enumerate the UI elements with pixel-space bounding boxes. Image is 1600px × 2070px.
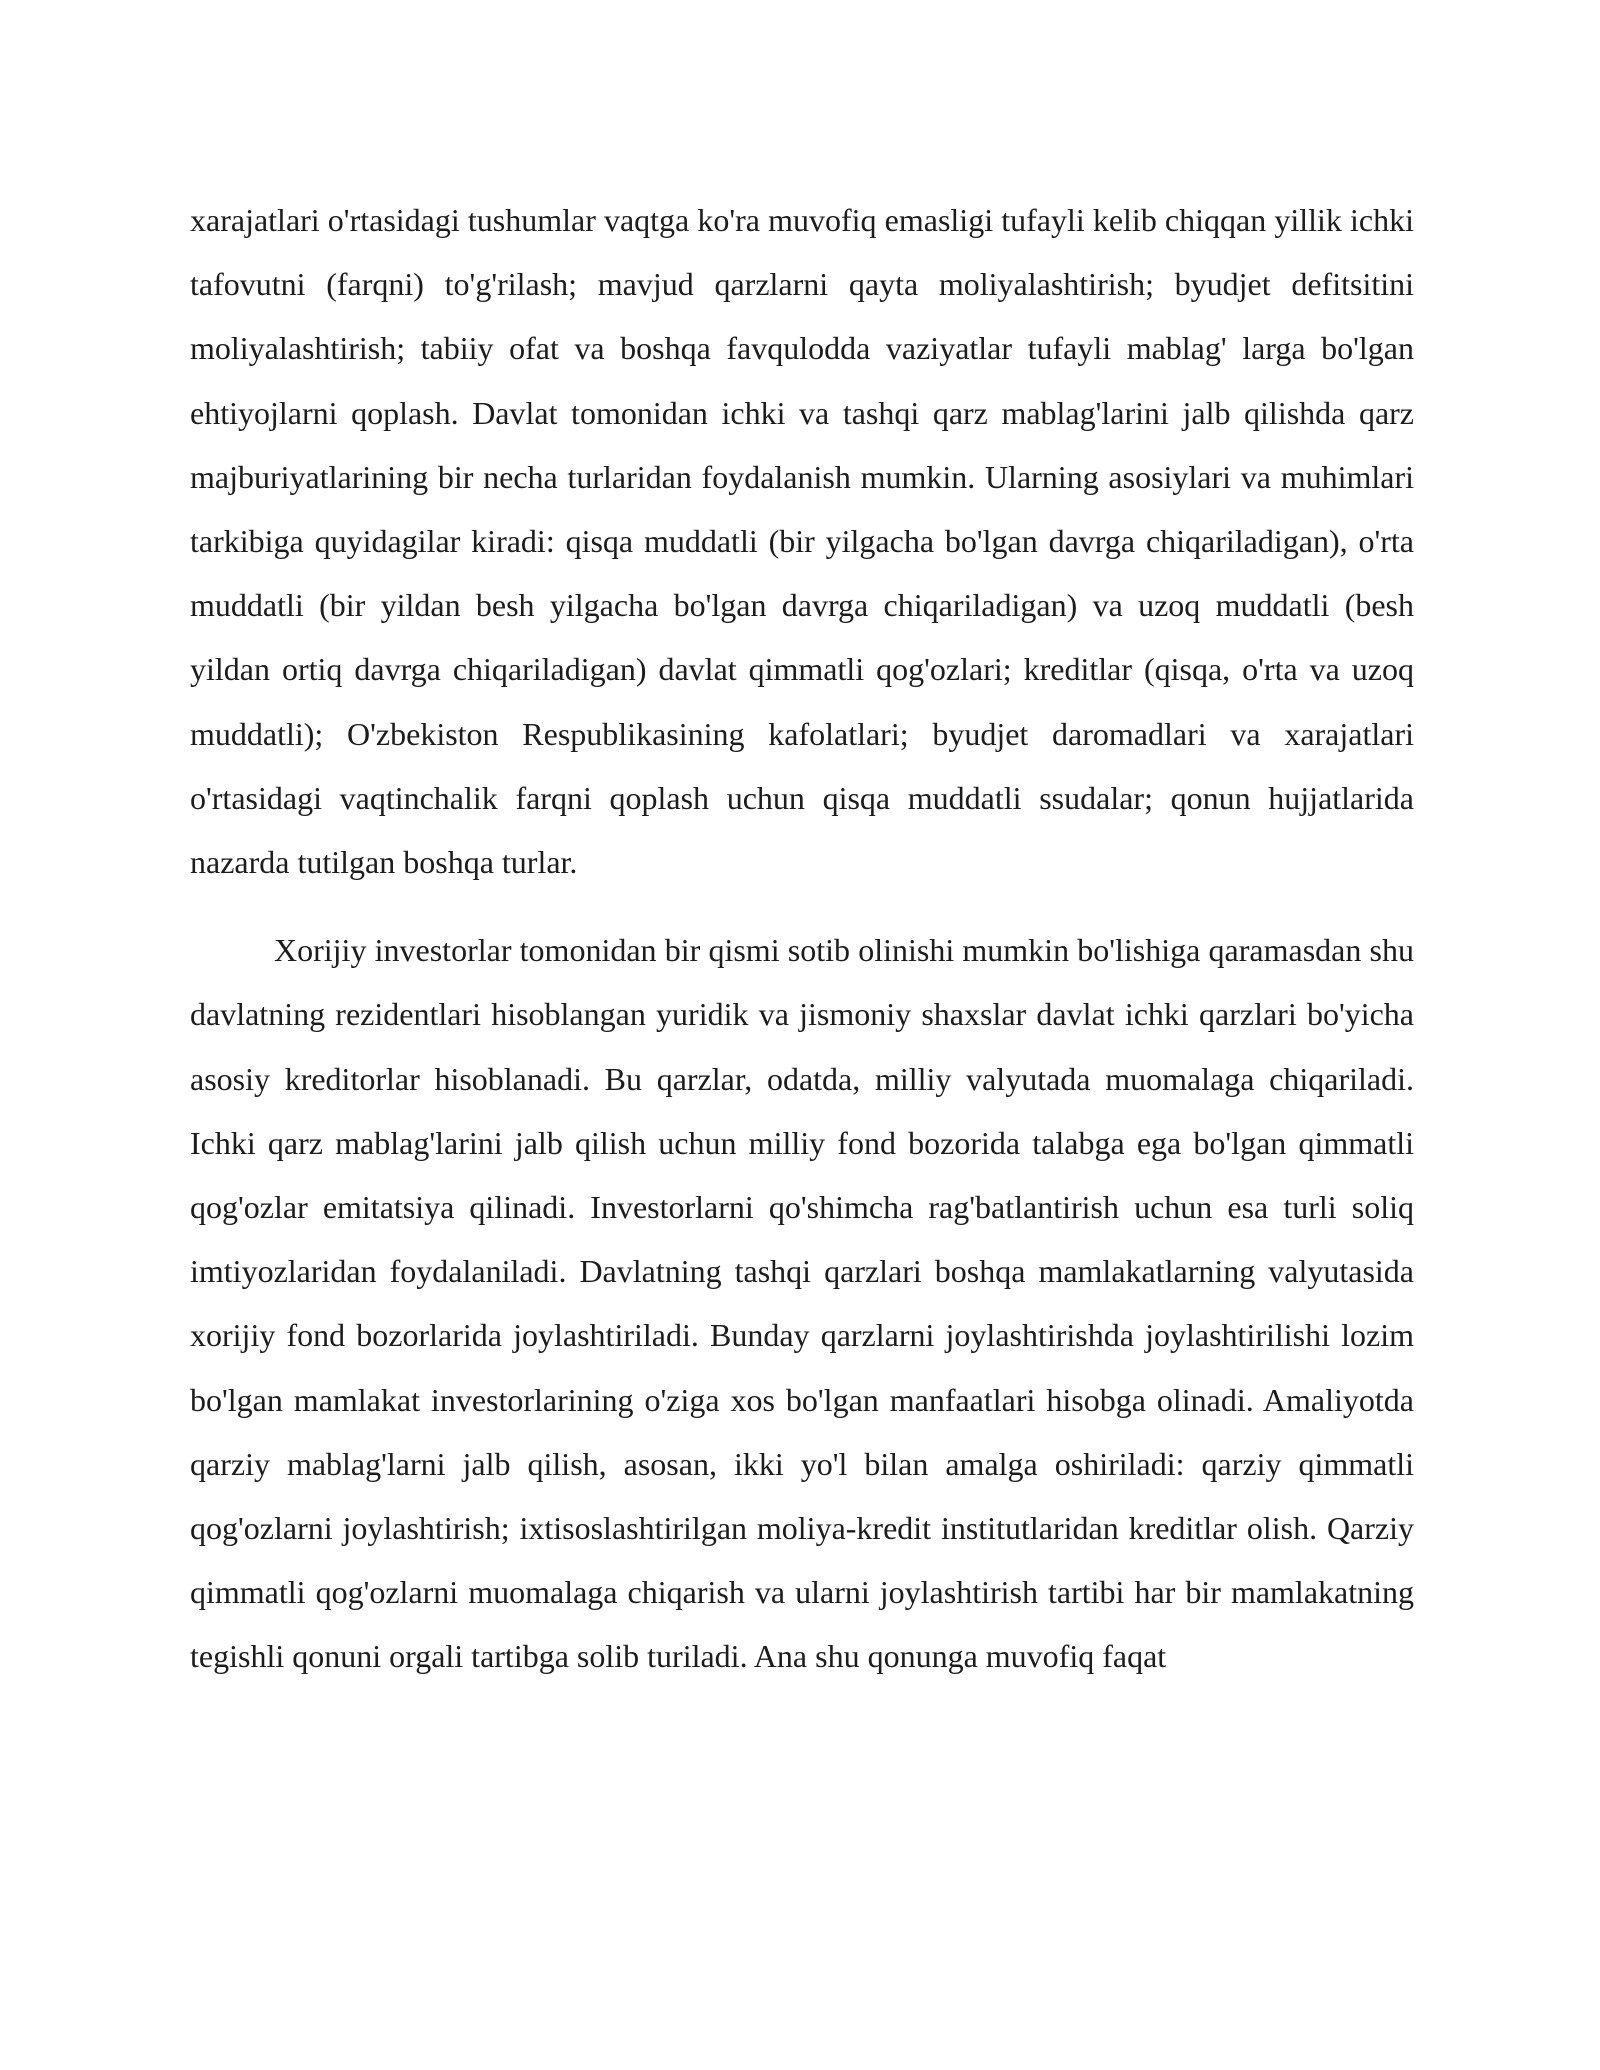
paragraph-2: Xorijiy investorlar tomonidan bir qismi sotib olinishi mumkin bo'lishiga qaramasdan shu davlatning rezidentlari hisoblangan yuridik va jismoniy shaxslar davlat ichki qarzlari bo'yicha asosiy kreditorlar hisoblanadi. Bu qarzlar, odatda, milliy valyutada muomalaga chiqariladi. Ichki qarz mablag'larini jalb qilish uchun milliy fond bozorida talabga ega bo'lgan qimmatli qog'ozlar emitatsiya qilinadi. Investorlarni qo'shimcha rag'batlantirish uchun esa turli soliq imtiyozlaridan foydalaniladi. Davlatning tashqi qarzlari boshqa mamlakatlarning valyutasida xorijiy fond bozorlarida joylashtiriladi. Bunday qarzlarni joylashtirishda joylashtirilishi lozim bo'lgan mamlakat investorlarining o'ziga xos bo'lgan manfaatlari hisobga olinadi. Amaliyotda qarziy mablag'larni jalb qilish, asosan, ikki yo'l bilan amalga oshiriladi: qarziy qimmatli qog'ozlarni joylashtirish; ixtisoslashtirilgan moliya-kredit institutlaridan kreditlar olish. Qarziy qimmatli qog'ozlarni muomalaga chiqarish va ularni joylashtirish tartibi har bir mamlakatning tegishli qonuni orgali tartibga solib turiladi. Ana shu qonunga muvofiq faqat (190, 932, 1414, 1675)
paragraph-1: xarajatlari o'rtasidagi tushumlar vaqtga ko'ra muvofiq emasligi tufayli kelib chiqqan yillik ichki tafovutni (farqni) to'g'rilash; mavjud qarzlarni qayta moliyalashtirish; byudjet defitsitini moliyalashtirish; tabiiy ofat va boshqa favqulodda vaziyatlar tufayli mablag' larga bo'lgan ehtiyojlarni qoplash. Davlat tomonidan ichki va tashqi qarz mablag'larini jalb qilishda qarz majburiyatlarining bir necha turlaridan foydalanish mumkin. Ularning asosiylari va muhimlari tarkibiga quyidagilar kiradi: qisqa muddatli (bir yilgacha bo'lgan davrga chiqariladigan), o'rta muddatli (bir yildan besh yilgacha bo'lgan davrga chiqariladigan) va uzoq muddatli (besh yildan ortiq davrga chiqariladigan) davlat qimmatli qog'ozlari; kreditlar (qisqa, o'rta va uzoq muddatli); O'zbekiston Respublikasining kafolatlari; byudjet daromadlari va xarajatlari o'rtasidagi vaqtinchalik farqni qoplash uchun qisqa muddatli ssudalar; qonun hujjatlarida nazarda tutilgan boshqa turlar. (190, 202, 1414, 881)
document-body (190, 188, 1414, 1689)
